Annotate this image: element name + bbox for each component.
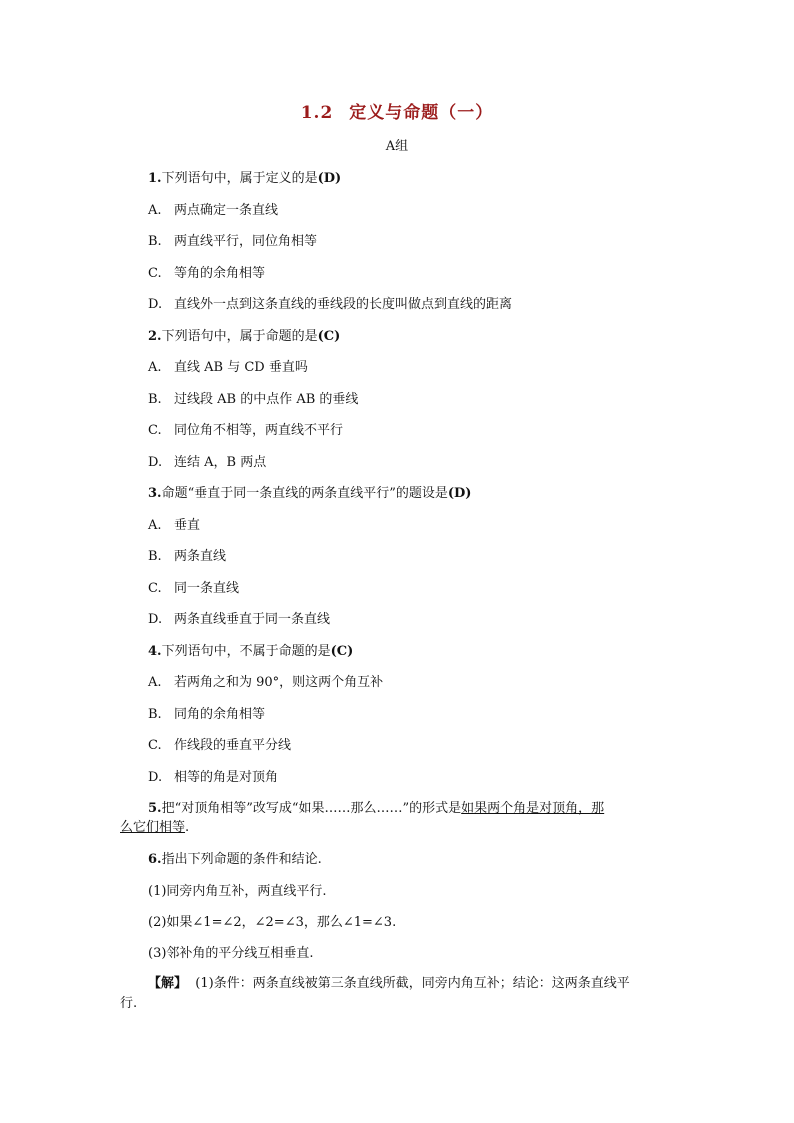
question-1: [148, 167, 341, 186]
text-span: A.: [148, 675, 162, 690]
option-c: [148, 734, 291, 753]
text-span: 4.: [148, 644, 162, 659]
option-d: [148, 766, 278, 785]
option-a: [148, 356, 308, 375]
text-span: 两条直线垂直于同一条直线: [174, 612, 331, 627]
option-a: [148, 199, 278, 218]
solution-continued: [120, 992, 137, 1011]
page-title: [0, 98, 794, 123]
text-span: 下列语句中，不属于命题的是: [161, 644, 331, 659]
text-span: C.: [148, 738, 162, 753]
text-span: 若两角之和为 90°，则这两个角互补: [174, 675, 384, 690]
text-span: 直线 AB 与 CD 垂直吗: [174, 360, 308, 375]
question-6: [148, 848, 322, 867]
text-span: D.: [148, 455, 163, 470]
sub-question-3: (3)邻补角的平分线互相垂直.: [148, 946, 314, 961]
text-span: 同一条直线: [174, 581, 240, 596]
text-span: A.: [148, 518, 162, 533]
text-span: 下列语句中，属于命题的是: [161, 329, 318, 344]
text-span: A.: [148, 203, 162, 218]
text-span: D.: [148, 297, 163, 312]
option-c: [148, 262, 265, 281]
option-b: [148, 230, 317, 249]
text-span: A.: [148, 360, 162, 375]
text-span: .: [185, 820, 190, 835]
text-span: 同角的余角相等: [174, 707, 266, 722]
solution-text-line-2: 行.: [120, 996, 138, 1011]
option-b: [148, 545, 226, 564]
text-span: 指出下列命题的条件和结论.: [161, 852, 322, 867]
question-5-continued: [120, 816, 189, 835]
text-span: D.: [148, 612, 163, 627]
text-span: B.: [148, 549, 162, 564]
text-span: 把“对顶角相等”改写成“如果……那么……”的形式是: [161, 801, 462, 816]
option-a: [148, 514, 200, 533]
text-span: 命题“垂直于同一条直线的两条直线平行”的题设是: [161, 486, 448, 501]
text-span: 两点确定一条直线: [174, 203, 279, 218]
text-span: 直线外一点到这条直线的垂线段的长度叫做点到直线的距离: [174, 297, 513, 312]
text-span: 3.: [148, 486, 162, 501]
option-d: [148, 293, 512, 312]
text-span: 6.: [148, 852, 162, 867]
text-span: 过线段 AB 的中点作 AB 的垂线: [174, 392, 359, 407]
solution: [148, 972, 630, 991]
answer: (D): [447, 486, 472, 501]
question-5: [148, 797, 604, 816]
text-span: 相等的角是对顶角: [174, 770, 279, 785]
text-span: C.: [148, 423, 162, 438]
text-span: 1.: [148, 171, 162, 186]
question-2: [148, 325, 340, 344]
answer: (C): [317, 329, 341, 344]
solution-text-line-1: (1)条件：两条直线被第三条直线所截，同旁内角互补；结论：这两条直线平: [195, 976, 630, 991]
question-4: [148, 640, 353, 659]
text-span: 同位角不相等，两直线不平行: [174, 423, 344, 438]
answer: (C): [330, 644, 354, 659]
sub-question-1: (1)同旁内角互补，两直线平行.: [148, 884, 327, 899]
option-a: [148, 671, 383, 690]
question-3: [148, 482, 471, 501]
text-span: D.: [148, 770, 163, 785]
fill-answer-part-1: 如果两个角是对顶角，那: [461, 801, 605, 816]
option-c: [148, 419, 343, 438]
text-span: 5.: [148, 801, 162, 816]
text-span: B.: [148, 234, 162, 249]
text-span: 2.: [148, 329, 162, 344]
fill-answer-part-2: 么它们相等: [120, 820, 186, 835]
option-d: [148, 451, 266, 470]
text-span: 连结 A，B 两点: [174, 455, 267, 470]
text-span: 等角的余角相等: [174, 266, 266, 281]
text-span: 两条直线: [174, 549, 227, 564]
option-c: [148, 577, 239, 596]
text-span: 垂直: [174, 518, 201, 533]
option-b: [148, 703, 265, 722]
solution-tag: 【解】: [148, 976, 188, 991]
option-d: [148, 608, 330, 627]
text-span: C.: [148, 581, 162, 596]
sub-question-2: (2)如果∠1=∠2，∠2=∠3，那么∠1=∠3.: [148, 915, 397, 930]
text-span: B.: [148, 392, 162, 407]
group-label: A组: [385, 139, 409, 154]
section-title: 定义与命题（一）: [349, 103, 494, 123]
text-span: 下列语句中，属于定义的是: [161, 171, 318, 186]
option-b: [148, 388, 358, 407]
text-span: 两直线平行，同位角相等: [174, 234, 318, 249]
text-span: B.: [148, 707, 162, 722]
text-span: C.: [148, 266, 162, 281]
section-number: 1.2: [300, 103, 334, 123]
text-span: 作线段的垂直平分线: [174, 738, 292, 753]
answer: (D): [317, 171, 342, 186]
